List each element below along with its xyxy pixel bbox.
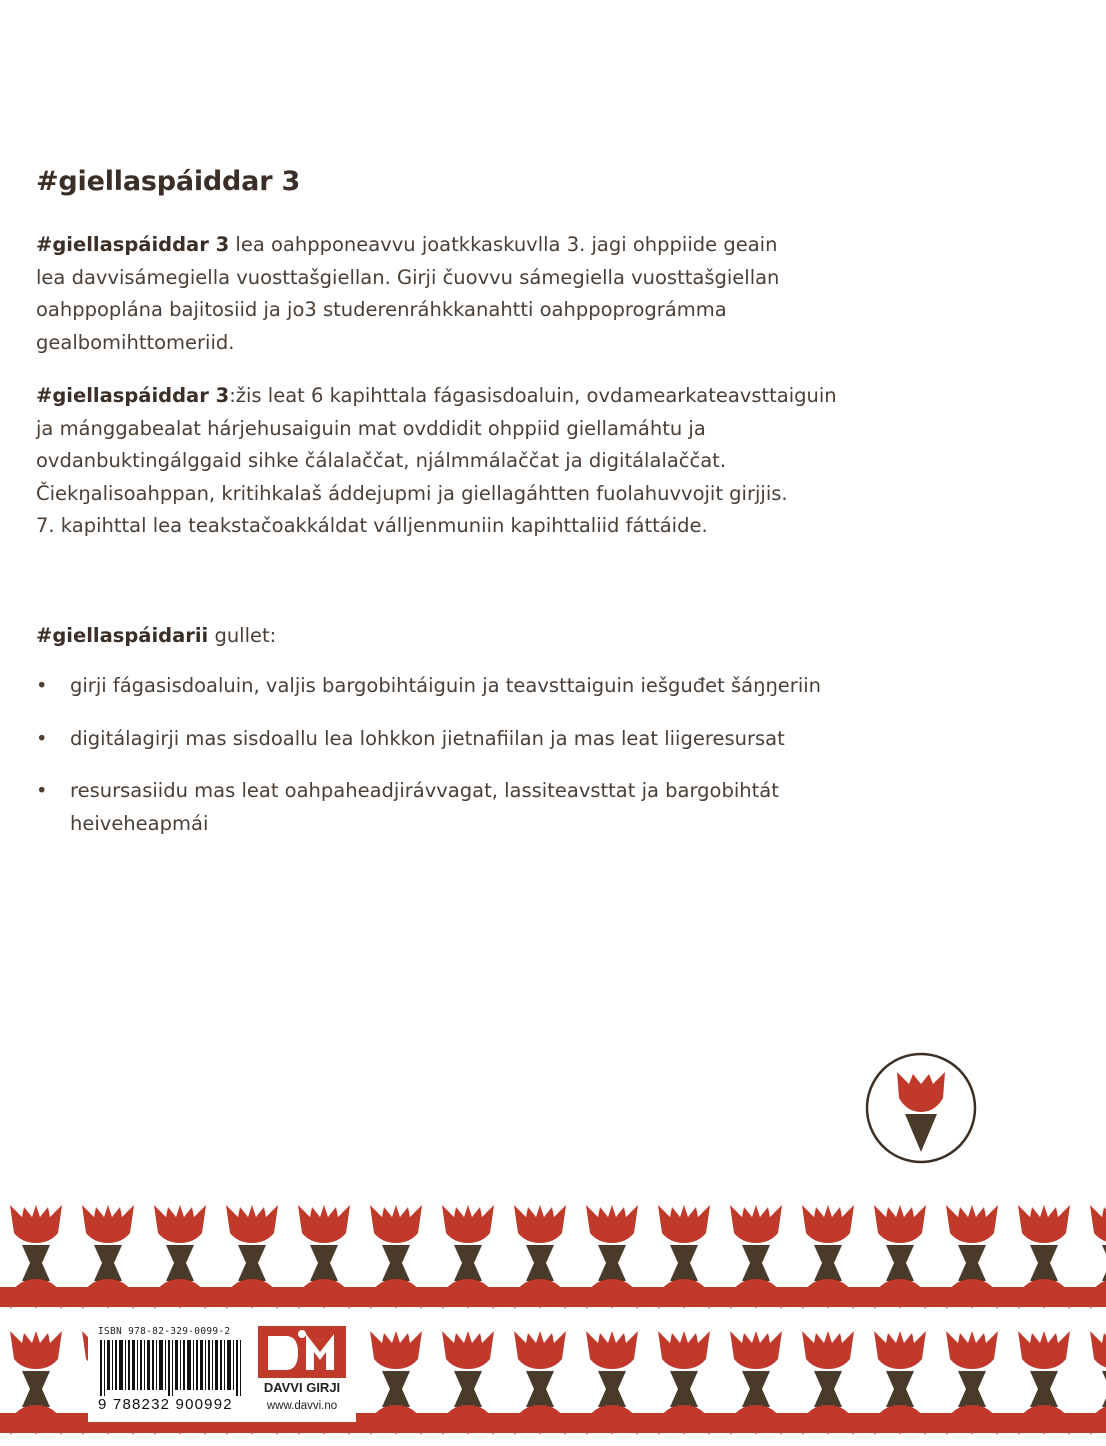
publisher-url[interactable]: www.davvi.no <box>266 1400 338 1412</box>
intro-line: lea oahpponeavvu joatkkaskuvlla 3. jagi ohppiide geain <box>229 233 778 256</box>
content-paragraph <box>36 380 896 543</box>
list-item <box>36 723 896 756</box>
davvi-girji-logo <box>258 1326 346 1378</box>
list-item-text: resursasiidu mas leat oahpaheadjirávvagat, lassiteavsttat ja bargobihtát <box>70 779 779 802</box>
page-title: #giellaspáiddar 3 <box>36 166 301 197</box>
isbn-digits: 9 788232 900992 <box>98 1396 233 1413</box>
bullet-icon: • <box>36 779 48 802</box>
list-item-text: heiveheapmái <box>70 811 209 835</box>
intro-line: lea davvisámegiella vuosttašgiellan. Girji čuovvu sámegiella vuosttašgiellan <box>36 265 780 289</box>
series-bold-name: #giellaspáidarii <box>36 624 209 647</box>
flame-torch-icon <box>863 1050 979 1166</box>
bullet-icon: • <box>36 726 48 750</box>
list-item-text: girji fágasisdoaluin, valjis bargobihtáiguin ja teavsttaiguin iešguđet šáŋŋeriin <box>70 674 822 697</box>
content-line: Čiekŋalisoahppan, kritihkalaš áddejupmi ja giellagáhtten fuolahuvvojit girjjis. <box>36 481 788 505</box>
bullet-icon: • <box>36 674 48 697</box>
component-list <box>36 670 896 840</box>
intro-bold-title: #giellaspáiddar 3 <box>36 233 230 256</box>
list-item <box>36 775 896 840</box>
publisher-name: DAVVI GIRJI <box>263 1380 341 1395</box>
series-intro <box>36 620 896 653</box>
intro-line: oahppoplána bajitosiid ja jo3 studerenráhkkanahtti oahppoprográmma <box>36 298 727 321</box>
isbn-barcode-area <box>88 1318 356 1422</box>
isbn-label: ISBN 978-82-329-0099-2 <box>98 1326 231 1337</box>
intro-paragraph <box>36 229 896 359</box>
list-item <box>36 670 896 703</box>
content-line: ja mánggabealat hárjehusaiguin mat ovddidit ohppiid giellamáhtu ja <box>36 416 706 440</box>
series-rest: gullet: <box>208 624 277 647</box>
list-item-text: digitálagirji mas sisdoallu lea lohkkon jietnafiilan ja mas leat liigeresursat <box>70 726 785 750</box>
barcode <box>98 1340 248 1396</box>
intro-line: gealbomihttomeriid. <box>36 330 235 354</box>
content-line: :žis leat 6 kapihttala fágasisdoaluin, ovdamearkateavsttaiguin <box>229 384 837 407</box>
content-bold-title: #giellaspáiddar 3 <box>36 384 230 407</box>
content-line: 7. kapihttal lea teakstačoakkáldat válljenmuniin kapihttaliid fáttáide. <box>36 514 708 537</box>
content-line: ovdanbuktingálggaid sihke čálalaččat, njálmmálaččat ja digitálalaččat. <box>36 449 727 472</box>
